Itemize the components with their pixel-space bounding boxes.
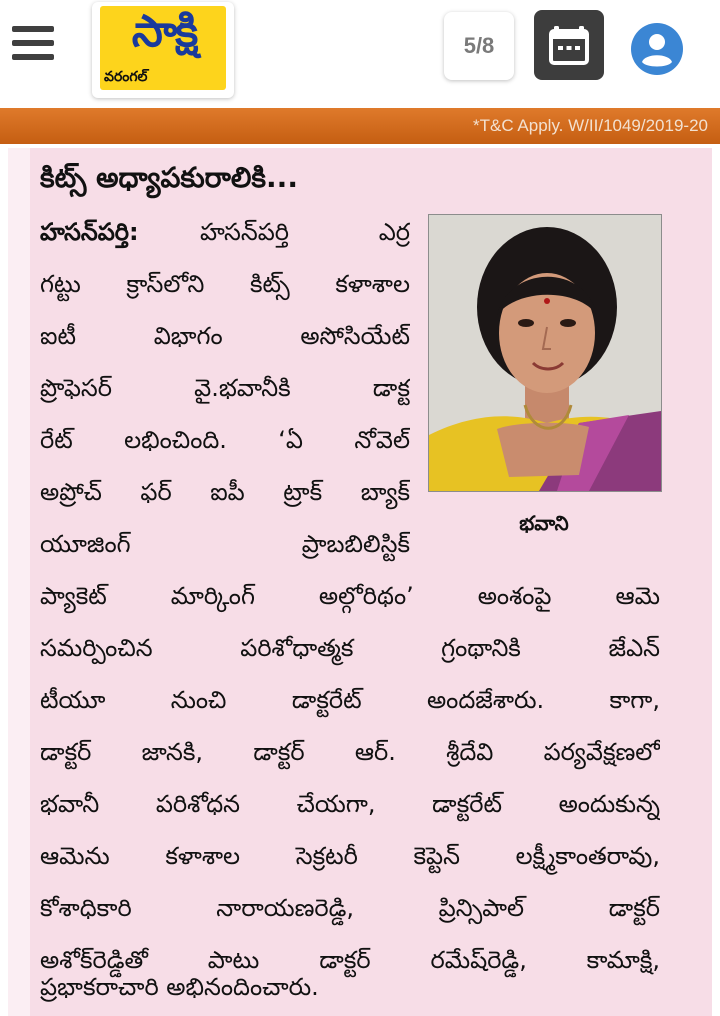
- page-counter-button[interactable]: 5/8: [444, 12, 514, 80]
- article-line: యూజింగ్ ప్రాబబిలిస్టిక్: [40, 530, 410, 558]
- article-line: డాక్టర్ జానకి, డాక్టర్ ఆర్. శ్రీదేవి పర్యవేక్షణలో: [40, 738, 660, 766]
- article-line: ఆమెను కళాశాల సెక్రటరీ కెప్టెన్ లక్ష్మీకాంతరావు,: [40, 842, 660, 870]
- article-line: టీయూ నుంచి డాక్టరేట్ అందజేశారు. కాగా,: [40, 686, 660, 714]
- article-line: ప్రభాకరాచారి అభినందించారు.: [40, 973, 319, 1001]
- hamburger-menu-icon[interactable]: [12, 26, 54, 60]
- account-circle-icon: [630, 22, 684, 76]
- article-line: ప్రొఫెసర్ వై.భవానీకి డాక్ట: [40, 374, 410, 402]
- terms-text: *T&C Apply. W/II/1049/2019-20: [473, 116, 708, 135]
- article-line: భవానీ పరిశోధన చేయగా, డాక్టరేట్ అందుకున్న: [40, 790, 660, 818]
- top-app-bar: [0, 0, 720, 108]
- article-line: గట్టు క్రాస్‌లోని కిట్స్ కళాశాల: [40, 270, 410, 298]
- article-dateline: హసన్‌పర్తి:: [40, 218, 139, 246]
- calendar-button[interactable]: [534, 10, 604, 80]
- logo-title: సాక్షి: [131, 6, 197, 57]
- article-line: అప్రోచ్ ఫర్ ఐపీ ట్రాక్ బ్యాక్: [40, 478, 410, 506]
- article-line: అశోక్‌రెడ్డితో పాటు డాక్టర్ రమేష్‌రెడ్డి, కామాక్షి,: [40, 946, 660, 974]
- article-line: రేట్ లభించింది. ‘ఏ నోవెల్: [40, 426, 410, 454]
- logo-yellow-box: [100, 6, 226, 90]
- article-line: ప్యాకెట్ మార్కింగ్ అల్గోరిథం’ అంశంపై ఆమె: [40, 582, 660, 610]
- sakshi-logo[interactable]: [92, 2, 234, 98]
- logo-edition: వరంగల్: [104, 69, 148, 85]
- article-line: ఐటీ విభాగం అసోసియేట్: [40, 322, 410, 350]
- account-button[interactable]: [630, 22, 684, 76]
- article-line: హసన్‌పర్తి ఎర్ర: [200, 218, 410, 246]
- article-headline: కిట్స్ అధ్యాపకురాలికి...: [40, 161, 298, 194]
- article-line: కోశాధికారి నారాయణరెడ్డి, ప్రిన్సిపాల్ డాక్టర్: [40, 894, 660, 922]
- photo-caption: భవాని: [519, 511, 569, 535]
- article-line: సమర్పించిన పరిశోధాత్మక గ్రంథానికి జేఎన్: [40, 634, 660, 662]
- top-banner-strip: [0, 108, 720, 144]
- calendar-icon: [548, 24, 590, 66]
